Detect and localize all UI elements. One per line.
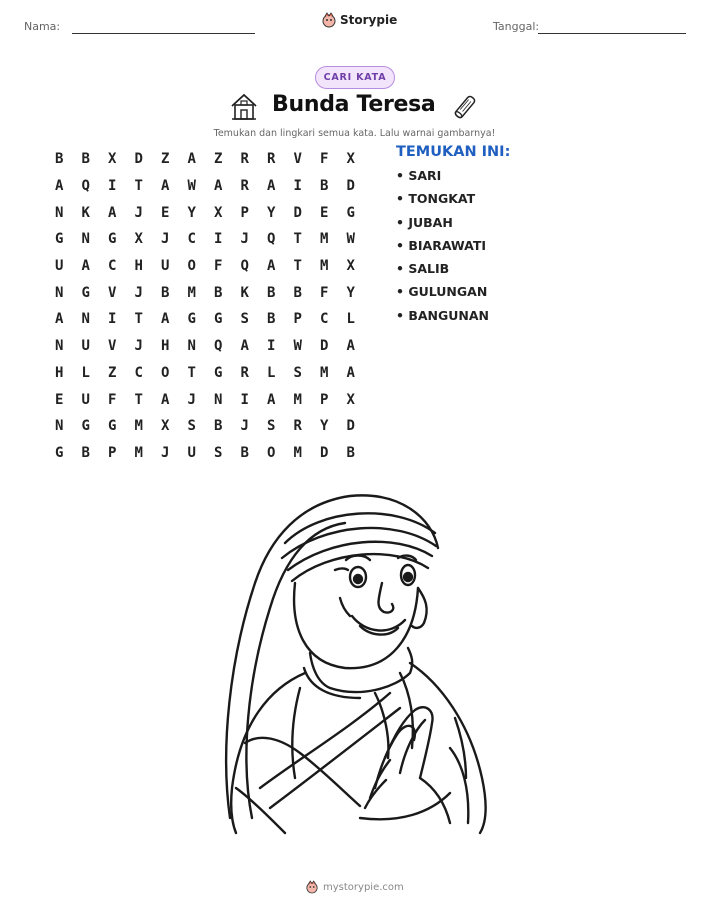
grid-letter[interactable]: Y <box>187 204 196 221</box>
grid-letter[interactable]: B <box>81 151 90 168</box>
grid-letter[interactable]: G <box>214 364 223 381</box>
grid-letter[interactable]: P <box>108 444 117 461</box>
grid-letter[interactable]: A <box>81 258 90 275</box>
grid-letter[interactable]: M <box>134 418 143 435</box>
grid-letter[interactable]: R <box>293 418 302 435</box>
grid-letter[interactable]: J <box>240 418 249 435</box>
grid-letter[interactable]: P <box>320 391 329 408</box>
word-list-item: • SARI <box>396 168 442 183</box>
grid-letter[interactable]: B <box>81 444 90 461</box>
grid-letter[interactable]: L <box>267 364 276 381</box>
word-list-item: • BIARAWATI <box>396 237 487 253</box>
storypie-mascot-icon <box>322 12 336 28</box>
grid-letter[interactable]: A <box>267 258 276 275</box>
brand-name: Storypie <box>340 13 398 27</box>
grid-letter[interactable]: M <box>320 258 329 275</box>
grid-letter[interactable]: V <box>108 284 117 301</box>
grid-letter[interactable]: G <box>346 204 355 221</box>
grid-letter[interactable]: Y <box>346 284 355 301</box>
grid-letter[interactable]: F <box>320 151 329 168</box>
instructions: Temukan dan lingkari semua kata. Lalu warnai gambarnya! <box>213 128 496 139</box>
date-label: Tanggal: <box>493 20 540 33</box>
grid-letter[interactable]: A <box>346 364 355 381</box>
grid-letter[interactable]: K <box>240 284 249 301</box>
grid-letter[interactable]: G <box>55 231 64 248</box>
grid-letter[interactable]: C <box>108 258 117 275</box>
grid-letter[interactable]: M <box>134 444 143 461</box>
grid-letter[interactable]: I <box>267 338 276 355</box>
grid-letter[interactable]: D <box>320 444 329 461</box>
grid-letter[interactable]: J <box>161 231 170 248</box>
grid-letter[interactable]: A <box>108 204 117 221</box>
grid-letter[interactable]: N <box>187 338 196 355</box>
grid-letter[interactable]: I <box>108 178 117 195</box>
grid-letter[interactable]: X <box>108 151 117 168</box>
grid-letter[interactable]: E <box>320 204 329 221</box>
grid-row <box>46 440 364 467</box>
grid-letter[interactable]: X <box>161 418 170 435</box>
grid-letter[interactable]: E <box>161 204 170 221</box>
grid-letter[interactable]: X <box>214 204 223 221</box>
grid-letter[interactable]: D <box>134 151 143 168</box>
word-list <box>396 144 510 331</box>
grid-letter[interactable]: M <box>293 444 302 461</box>
grid-letter[interactable]: G <box>187 311 196 328</box>
grid-letter[interactable]: B <box>214 284 223 301</box>
grid-letter[interactable]: L <box>346 311 355 328</box>
grid-letter[interactable]: B <box>346 444 355 461</box>
grid-letter[interactable]: O <box>161 364 170 381</box>
grid-letter[interactable]: U <box>81 391 90 408</box>
grid-letter[interactable]: B <box>240 444 249 461</box>
grid-letter[interactable]: H <box>55 364 64 381</box>
word-list-item: • GULUNGAN <box>396 284 488 300</box>
grid-letter[interactable]: J <box>134 338 143 355</box>
grid-letter[interactable]: P <box>293 311 302 328</box>
grid-letter[interactable]: S <box>293 364 302 381</box>
grid-letter[interactable]: A <box>346 338 355 355</box>
grid-letter[interactable]: W <box>293 338 302 355</box>
grid-letter[interactable]: U <box>187 444 196 461</box>
grid-letter[interactable]: T <box>134 178 143 195</box>
grid-letter[interactable]: O <box>187 258 196 275</box>
grid-letter[interactable]: R <box>240 151 249 168</box>
grid-letter[interactable]: U <box>55 258 64 275</box>
grid-letter[interactable]: G <box>108 418 117 435</box>
grid-letter[interactable]: F <box>320 284 329 301</box>
grid-letter[interactable]: D <box>346 178 355 195</box>
grid-letter[interactable]: V <box>293 151 302 168</box>
grid-letter[interactable]: I <box>240 391 249 408</box>
grid-letter[interactable]: B <box>320 178 329 195</box>
grid-row <box>46 279 364 306</box>
grid-letter[interactable]: B <box>55 151 64 168</box>
storypie-mascot-icon <box>306 880 318 894</box>
grid-letter[interactable]: Z <box>108 364 117 381</box>
grid-letter[interactable]: J <box>161 444 170 461</box>
grid-letter[interactable]: B <box>214 418 223 435</box>
grid-letter[interactable]: F <box>214 258 223 275</box>
grid-letter[interactable]: T <box>293 258 302 275</box>
grid-letter[interactable]: C <box>320 311 329 328</box>
grid-letter[interactable]: C <box>187 231 196 248</box>
grid-letter[interactable]: I <box>293 178 302 195</box>
word-list-item: • JUBAH <box>396 214 453 230</box>
grid-letter[interactable]: S <box>214 444 223 461</box>
grid-letter[interactable]: A <box>267 178 276 195</box>
grid-letter[interactable]: I <box>214 231 223 248</box>
grid-letter[interactable]: H <box>134 258 143 275</box>
grid-letter[interactable]: W <box>346 231 355 248</box>
grid-letter[interactable]: P <box>240 204 249 221</box>
grid-letter[interactable]: I <box>108 311 117 328</box>
grid-letter[interactable]: J <box>240 231 249 248</box>
grid-letter[interactable]: G <box>214 311 223 328</box>
grid-letter[interactable]: Q <box>240 258 249 275</box>
grid-letter[interactable]: T <box>293 231 302 248</box>
word-list-item: • TONGKAT <box>396 191 476 207</box>
grid-letter[interactable]: Q <box>214 338 223 355</box>
grid-letter[interactable]: B <box>293 284 302 301</box>
grid-letter[interactable]: J <box>134 284 143 301</box>
grid-row <box>46 146 364 173</box>
grid-letter[interactable]: T <box>134 391 143 408</box>
grid-letter[interactable]: A <box>161 311 170 328</box>
title-row <box>0 90 709 126</box>
grid-letter[interactable]: Q <box>81 178 90 195</box>
worksheet-header <box>0 0 709 50</box>
word-list-item: • BANGUNAN <box>396 307 490 323</box>
grid-letter[interactable]: X <box>346 151 355 168</box>
grid-letter[interactable]: N <box>55 284 64 301</box>
grid-letter[interactable]: W <box>187 178 196 195</box>
grid-letter[interactable]: S <box>187 418 196 435</box>
grid-letter[interactable]: S <box>267 418 276 435</box>
grid-letter[interactable]: R <box>240 178 249 195</box>
house-icon <box>229 92 259 122</box>
grid-letter[interactable]: N <box>81 311 90 328</box>
grid-letter[interactable]: B <box>267 311 276 328</box>
grid-letter[interactable]: S <box>240 311 249 328</box>
grid-letter[interactable]: R <box>240 364 249 381</box>
grid-letter[interactable]: N <box>81 231 90 248</box>
grid-letter[interactable]: G <box>81 284 90 301</box>
name-field-line[interactable] <box>72 33 255 34</box>
grid-letter[interactable]: D <box>320 338 329 355</box>
grid-letter[interactable]: M <box>320 364 329 381</box>
grid-letter[interactable]: J <box>134 204 143 221</box>
grid-letter[interactable]: M <box>320 231 329 248</box>
grid-letter[interactable]: Z <box>161 151 170 168</box>
grid-letter[interactable]: K <box>81 204 90 221</box>
date-field-line[interactable] <box>538 33 686 34</box>
grid-letter[interactable]: Y <box>267 204 276 221</box>
grid-row <box>46 360 364 387</box>
grid-letter[interactable]: O <box>267 444 276 461</box>
grid-letter[interactable]: E <box>55 391 64 408</box>
grid-letter[interactable]: G <box>108 231 117 248</box>
grid-row <box>46 173 364 200</box>
mother-teresa-coloring-illustration[interactable] <box>200 488 510 853</box>
grid-row <box>46 413 364 440</box>
grid-letter[interactable]: Q <box>267 231 276 248</box>
grid-letter[interactable]: V <box>108 338 117 355</box>
brand-logo <box>322 12 397 28</box>
grid-row <box>46 306 364 333</box>
grid-letter[interactable]: A <box>55 311 64 328</box>
grid-letter[interactable]: D <box>293 204 302 221</box>
grid-letter[interactable]: J <box>187 391 196 408</box>
grid-letter[interactable]: C <box>134 364 143 381</box>
grid-letter[interactable]: H <box>161 338 170 355</box>
grid-letter[interactable]: A <box>161 178 170 195</box>
grid-letter[interactable]: B <box>267 284 276 301</box>
grid-letter[interactable]: U <box>81 338 90 355</box>
grid-letter[interactable]: N <box>55 418 64 435</box>
name-label: Nama: <box>24 20 61 33</box>
grid-row <box>46 199 364 226</box>
grid-letter[interactable]: A <box>161 391 170 408</box>
grid-row <box>46 386 364 413</box>
page-title: Bunda Teresa <box>272 92 436 117</box>
grid-letter[interactable]: R <box>267 151 276 168</box>
grid-row <box>46 253 364 280</box>
grid-letter[interactable]: A <box>55 178 64 195</box>
grid-letter[interactable]: A <box>187 151 196 168</box>
footer <box>306 880 404 894</box>
badge-label: CARI KATA <box>323 72 387 83</box>
grid-row <box>46 333 364 360</box>
grid-row <box>46 226 364 253</box>
scroll-icon <box>451 91 479 123</box>
grid-letter[interactable]: A <box>240 338 249 355</box>
word-list-item: • SALIB <box>396 261 450 277</box>
grid-letter[interactable]: X <box>346 391 355 408</box>
grid-letter[interactable]: N <box>55 204 64 221</box>
grid-letter[interactable]: L <box>81 364 90 381</box>
grid-letter[interactable]: D <box>346 418 355 435</box>
grid-letter[interactable]: A <box>267 391 276 408</box>
grid-letter[interactable]: T <box>134 311 143 328</box>
activity-badge <box>315 66 395 89</box>
grid-letter[interactable]: G <box>55 444 64 461</box>
word-search-grid[interactable] <box>46 146 364 466</box>
grid-letter[interactable]: X <box>134 231 143 248</box>
grid-letter[interactable]: G <box>81 418 90 435</box>
grid-letter[interactable]: U <box>161 258 170 275</box>
grid-letter[interactable]: Y <box>320 418 329 435</box>
grid-letter[interactable]: Z <box>214 151 223 168</box>
grid-letter[interactable]: N <box>214 391 223 408</box>
grid-letter[interactable]: M <box>293 391 302 408</box>
grid-letter[interactable]: B <box>161 284 170 301</box>
footer-url[interactable]: mystorypie.com <box>323 881 404 893</box>
grid-letter[interactable]: F <box>108 391 117 408</box>
grid-letter[interactable]: N <box>55 338 64 355</box>
grid-letter[interactable]: M <box>187 284 196 301</box>
grid-letter[interactable]: T <box>187 364 196 381</box>
grid-letter[interactable]: X <box>346 258 355 275</box>
grid-letter[interactable]: A <box>214 178 223 195</box>
word-list-title: TEMUKAN INI: <box>396 144 511 160</box>
